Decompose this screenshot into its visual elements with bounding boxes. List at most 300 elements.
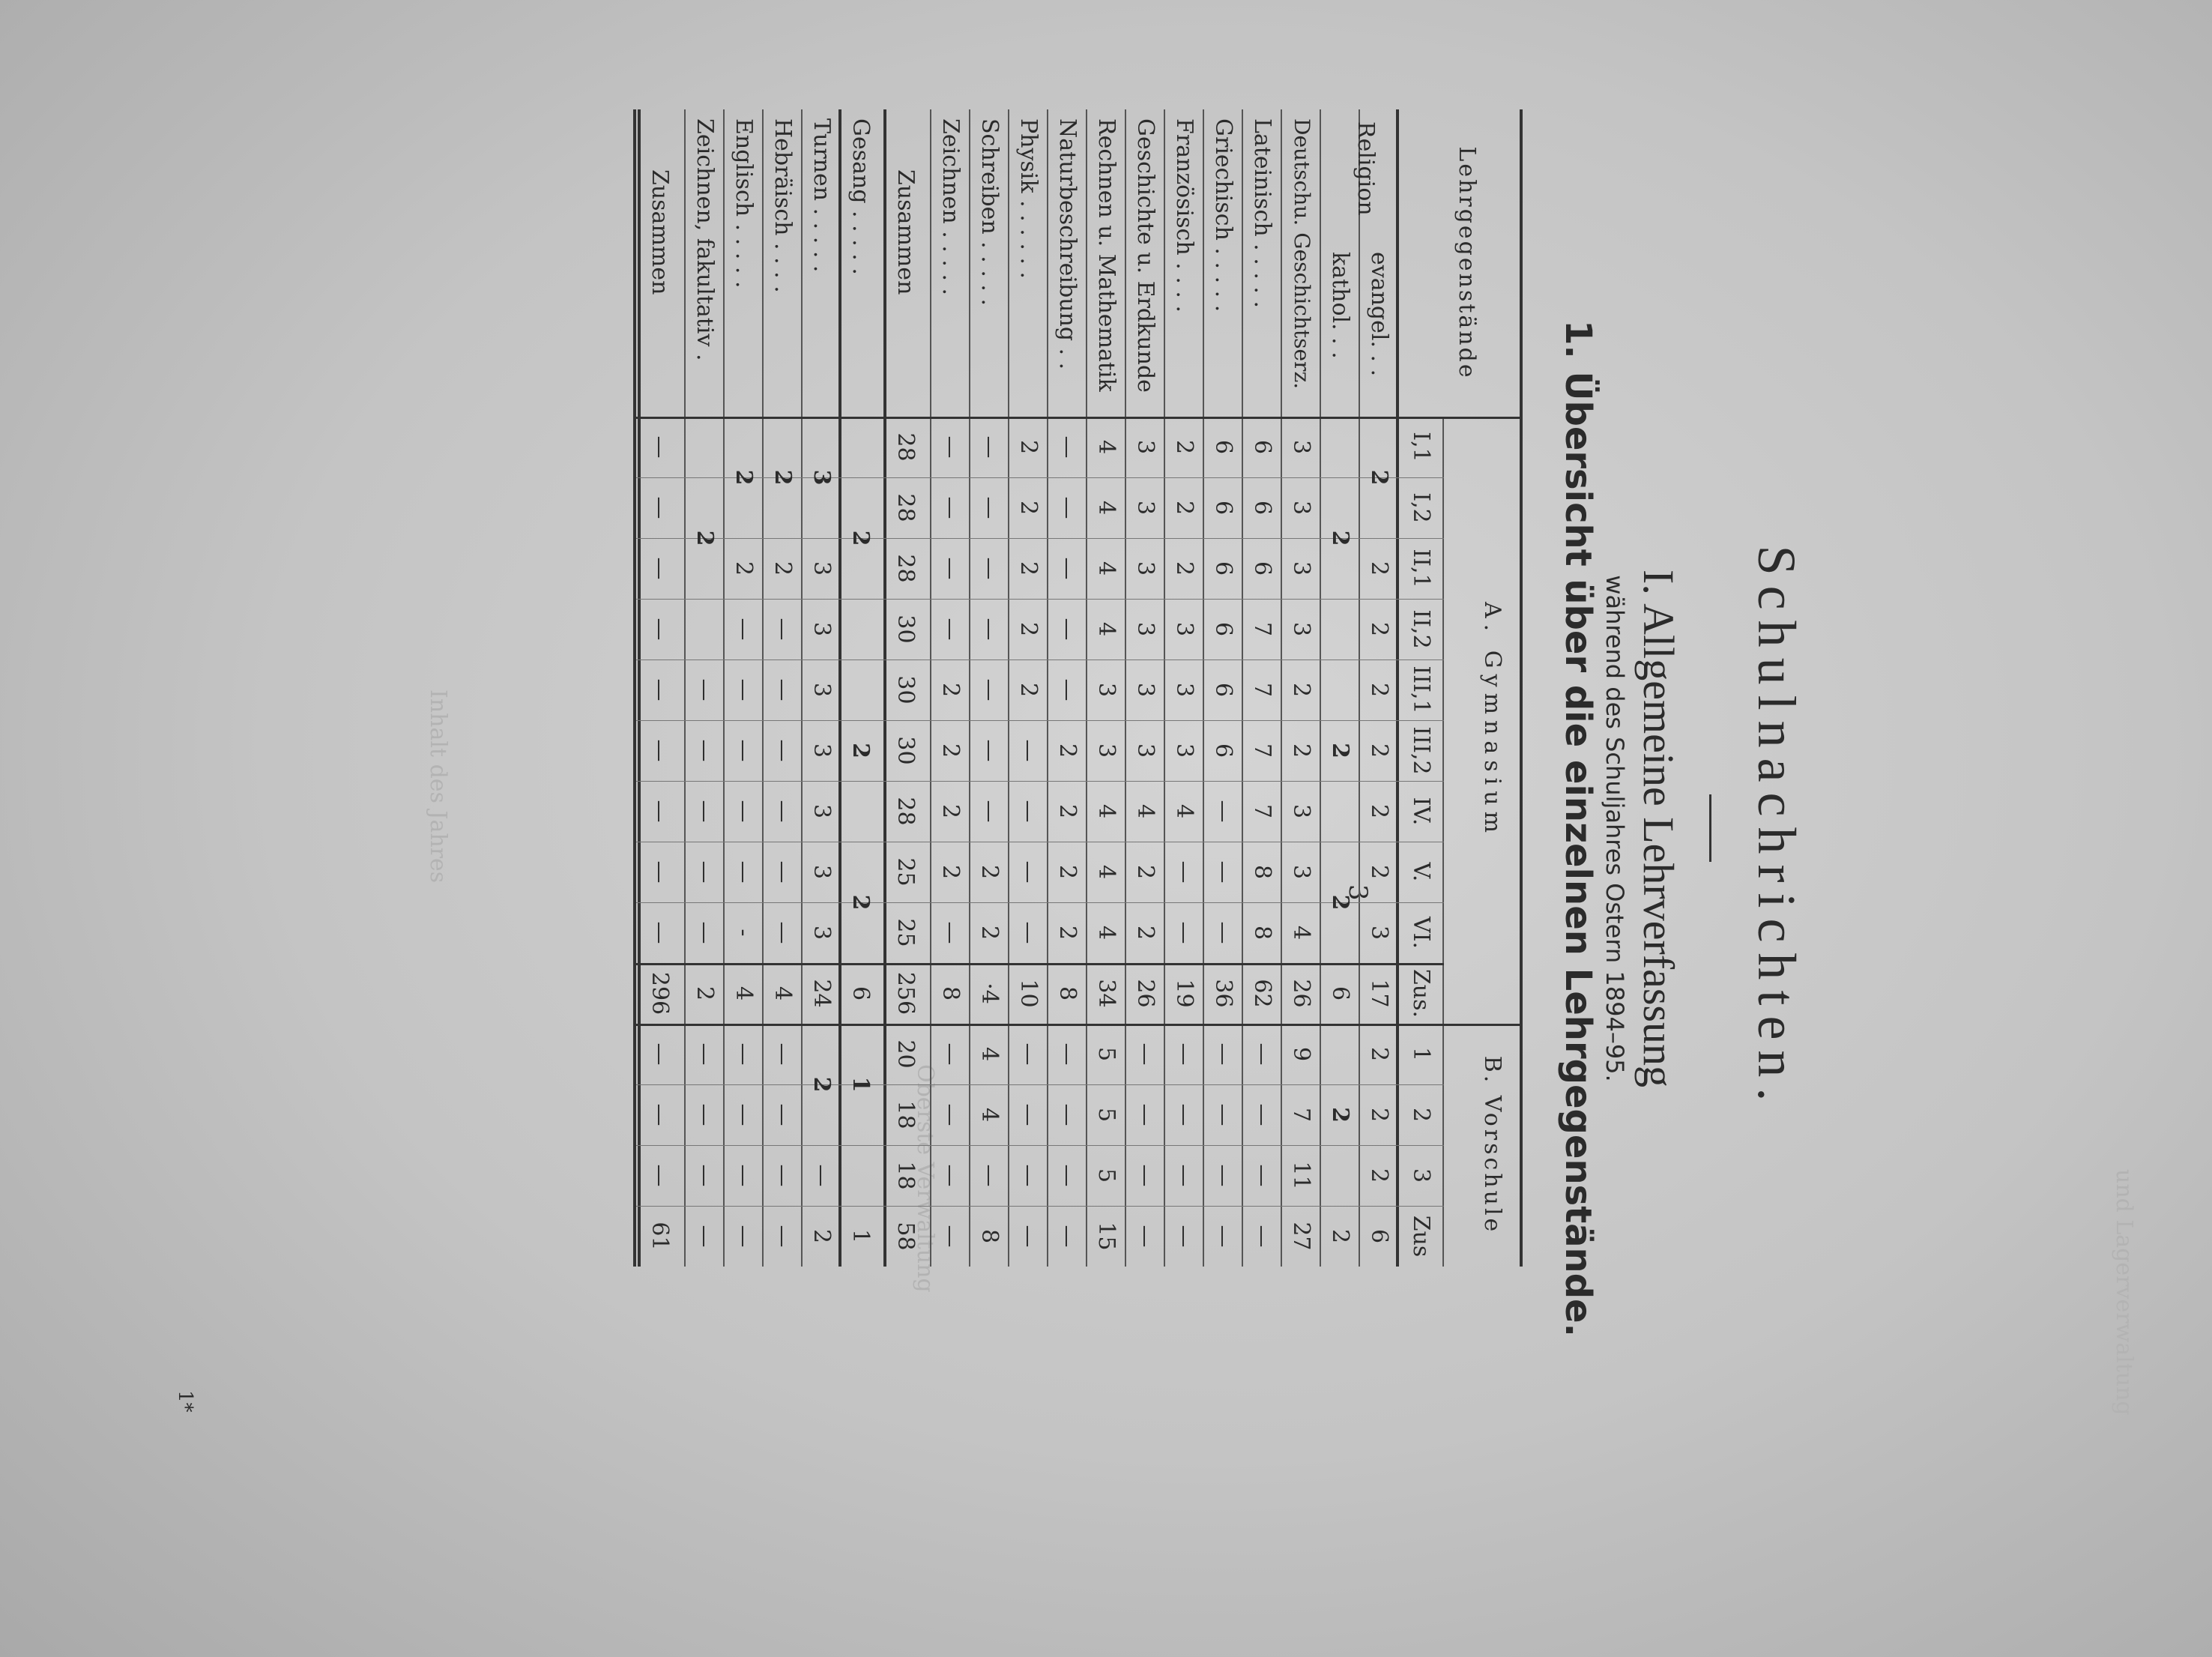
brace-value: 2	[1327, 530, 1353, 546]
table-cell: 2	[1366, 743, 1392, 758]
table-cell: 7	[1288, 1107, 1314, 1123]
table-cell: 4	[1288, 925, 1314, 941]
table-cell: 28	[892, 432, 919, 462]
group-header-gymnasium: A. Gymnasium	[1479, 601, 1505, 839]
table-cell: —	[1171, 921, 1197, 944]
table-cell: —	[809, 1164, 835, 1187]
table-cell: —	[731, 618, 757, 641]
table-cell: 6	[1249, 561, 1275, 576]
table-cell: 4	[731, 986, 757, 1001]
table-cell: —	[770, 860, 796, 884]
column-header: 2	[1408, 1107, 1434, 1123]
table-cell: —	[1054, 1103, 1081, 1126]
table-cell: 6	[1249, 439, 1275, 455]
brace-value: 2	[1327, 1107, 1353, 1123]
bleed-through-text: Inhalt des Jahres	[425, 689, 451, 884]
table-cell: —	[647, 1103, 673, 1126]
table-cell: 15	[1093, 1222, 1119, 1251]
table-cell: 2	[770, 561, 796, 576]
table-cell: 2	[1132, 864, 1158, 880]
row-rule	[638, 109, 641, 1267]
row-rule	[1203, 109, 1204, 1267]
table-cell: 8	[1054, 986, 1081, 1001]
row-rule	[1086, 109, 1087, 1267]
column-header: Zus.	[1408, 968, 1434, 1018]
table-cell: 2	[1366, 682, 1392, 698]
table-cell: 2	[976, 925, 1003, 941]
table-cell: —	[976, 678, 1003, 701]
table-cell: 3	[809, 803, 835, 819]
table-title: 1. Übersicht über die einzelnen Lehrgegenstände.	[1557, 320, 1599, 1337]
table-cell: 6	[847, 986, 874, 1001]
section-subtitle: während des Schuljahres Ostern 1894–95.	[1601, 575, 1629, 1082]
table-cell: 3	[1132, 682, 1158, 698]
table-cell: —	[937, 557, 964, 580]
table-cell: 2	[937, 743, 964, 758]
table-cell: —	[937, 1164, 964, 1187]
table-cell: 3	[1288, 621, 1314, 637]
table-cell: —	[976, 739, 1003, 762]
table-cell: —	[770, 1225, 796, 1248]
table-cell: —	[692, 739, 718, 762]
table-cell: —	[770, 1042, 796, 1066]
row-rule	[930, 109, 931, 1267]
table-cell: 4	[1132, 803, 1158, 819]
subject-label: Französisch . . . .	[1171, 118, 1197, 313]
table-cell: —	[937, 1042, 964, 1066]
table-cell: 30	[892, 675, 919, 704]
column-header: IV.	[1408, 797, 1434, 826]
table-cell: 2	[1288, 682, 1314, 698]
table-bottom-rule	[633, 109, 636, 1267]
subject-label: Geschichte u. Erdkunde	[1132, 118, 1158, 393]
table-cell: 2	[1366, 1168, 1392, 1183]
table-cell: 3	[1366, 925, 1392, 941]
religion-label: Religion	[1353, 121, 1379, 216]
table-cell: —	[770, 921, 796, 944]
table-cell: 2	[1171, 561, 1197, 576]
table-cell: —	[647, 1042, 673, 1066]
table-cell: —	[647, 800, 673, 823]
table-cell: 8	[976, 1228, 1003, 1244]
table-cell: —	[647, 557, 673, 580]
table-cell: 25	[892, 857, 919, 887]
table-cell: 2	[1054, 925, 1081, 941]
table-cell: 2	[937, 682, 964, 698]
table-cell: 1	[847, 1228, 874, 1244]
table-cell: 4	[1093, 925, 1119, 941]
table-cell: —	[1210, 1103, 1236, 1126]
table-cell: —	[1015, 1225, 1042, 1248]
page-number: 3	[1343, 884, 1373, 901]
table-cell: 4	[1171, 803, 1197, 819]
table-cell: 3	[809, 925, 835, 941]
row-rule	[1164, 109, 1165, 1267]
table-cell: 3	[1132, 743, 1158, 758]
table-cell: 256	[892, 971, 919, 1015]
table-cell: 4	[1093, 500, 1119, 516]
table-cell: 3	[1171, 743, 1197, 758]
total-row-label: Zusammen	[647, 169, 673, 295]
subject-label: Englisch . . . . .	[731, 118, 757, 289]
table-cell: —	[770, 800, 796, 823]
table-cell: 26	[1132, 979, 1158, 1008]
table-cell: —	[1249, 1042, 1275, 1066]
table-cell: 10	[1015, 979, 1042, 1008]
column-header: 3	[1408, 1168, 1434, 1183]
table-cell: 9	[1288, 1046, 1314, 1062]
table-cell: 2	[937, 803, 964, 819]
table-cell: —	[770, 1103, 796, 1126]
table-cell: —	[937, 618, 964, 641]
table-cell: 2	[809, 1228, 835, 1244]
column-header: VI.	[1408, 916, 1434, 950]
table-cell: —	[1054, 496, 1081, 519]
table-cell: —	[1171, 1042, 1197, 1066]
table-cell: —	[1054, 1225, 1081, 1248]
table-cell: —	[937, 1103, 964, 1126]
table-cell: 2	[1171, 500, 1197, 516]
column-rule	[636, 599, 1444, 600]
brace-value: 2	[770, 469, 796, 486]
table-cell: —	[976, 800, 1003, 823]
table-cell: 6	[1210, 682, 1236, 698]
table-cell: —	[976, 496, 1003, 519]
table-cell: 2	[1132, 925, 1158, 941]
table-cell: 20	[892, 1039, 919, 1069]
brace-value: 2	[1327, 894, 1353, 911]
column-header: II,2	[1408, 609, 1434, 649]
row-rule	[684, 109, 686, 1267]
table-top-rule	[1520, 109, 1523, 1267]
table-cell: 7	[1249, 743, 1275, 758]
table-cell: —	[976, 618, 1003, 641]
row-rule	[762, 109, 764, 1267]
table-cell: 3	[1171, 682, 1197, 698]
table-cell: 5	[1093, 1046, 1119, 1062]
table-cell: 3	[1093, 682, 1119, 698]
table-cell: —	[1132, 1042, 1158, 1066]
table-cell: 2	[1288, 743, 1314, 758]
column-rule	[636, 902, 1444, 903]
brace-value: 2	[847, 530, 874, 546]
column-header: Zus	[1408, 1215, 1434, 1258]
table-cell: 3	[809, 743, 835, 758]
row-rule	[1047, 109, 1048, 1267]
table-cell: 2	[1015, 621, 1042, 637]
signature-mark: 1*	[174, 1390, 196, 1413]
table-cell: —	[692, 1042, 718, 1066]
table-cell: 36	[1210, 979, 1236, 1008]
subject-label: Zeichnen . . . . .	[937, 118, 964, 296]
table-cell: —	[1054, 678, 1081, 701]
brace-value: 1	[847, 1076, 874, 1093]
table-cell: 6	[1210, 439, 1236, 455]
table-cell: —	[937, 1225, 964, 1248]
table-cell: 3	[1132, 439, 1158, 455]
table-cell: 2	[1366, 561, 1392, 576]
table-cell: 4	[770, 986, 796, 1001]
column-rule	[636, 781, 1444, 782]
table-cell: —	[647, 435, 673, 459]
subject-label: Griechisch . . . . .	[1210, 118, 1236, 313]
table-cell: —	[1132, 1225, 1158, 1248]
table-cell: 2	[1366, 621, 1392, 637]
table-cell: 28	[892, 493, 919, 522]
table-cell: 2	[1054, 803, 1081, 819]
table-cell: —	[692, 678, 718, 701]
table-cell: 2	[1015, 682, 1042, 698]
table-cell: —	[647, 496, 673, 519]
subject-label: Naturbeschreibung . .	[1054, 118, 1081, 370]
table-cell: —	[731, 1225, 757, 1248]
table-cell: —	[647, 739, 673, 762]
subject-label: Physik . . . . . .	[1015, 118, 1042, 280]
column-header: I,1	[1408, 432, 1434, 462]
table-cell: 3	[809, 682, 835, 698]
column-header: III,1	[1408, 665, 1434, 714]
table-cell: —	[1132, 1103, 1158, 1126]
subject-label: Deutschu. Geschichtserz.	[1290, 118, 1314, 390]
table-cell: —	[731, 800, 757, 823]
header-bottom-rule	[1396, 109, 1399, 1267]
table-cell: —	[1054, 618, 1081, 641]
table-cell: 62	[1249, 979, 1275, 1008]
table-cell: —	[731, 1103, 757, 1126]
table-cell: 2	[1015, 561, 1042, 576]
table-cell: —	[1249, 1103, 1275, 1126]
table-cell: —	[1015, 1042, 1042, 1066]
table-cell: 11	[1288, 1161, 1314, 1190]
column-rule	[636, 1084, 1444, 1085]
table-cell: —	[692, 860, 718, 884]
table-cell: —	[731, 860, 757, 884]
table-cell: 6	[1210, 500, 1236, 516]
table-cell: 2	[1366, 1107, 1392, 1123]
table-cell: 28	[892, 554, 919, 583]
subject-label: Rechnen u. Mathematik	[1093, 118, 1119, 392]
table-cell: 4	[1093, 561, 1119, 576]
table-cell: —	[976, 557, 1003, 580]
table-cell: 4	[1093, 803, 1119, 819]
table-cell: 7	[1249, 621, 1275, 637]
table-cell: 61	[647, 1222, 673, 1251]
table-cell: —	[1015, 739, 1042, 762]
brace-value: 2	[1327, 743, 1353, 758]
table-cell: 3	[1132, 621, 1158, 637]
table-cell: —	[937, 921, 964, 944]
table-cell: 3	[1093, 743, 1119, 758]
row-rule	[1359, 109, 1360, 1267]
table-cell: 2	[1054, 743, 1081, 758]
subject-label: Schreiben . . . . .	[976, 118, 1003, 307]
table-cell: 3	[809, 621, 835, 637]
table-cell: —	[1210, 800, 1236, 823]
table-cell: —	[770, 678, 796, 701]
row-rule	[1008, 109, 1009, 1267]
table-cell: ·4	[976, 983, 1003, 1004]
column-rule	[636, 963, 1444, 965]
table-cell: 2	[1054, 864, 1081, 880]
table-cell: 3	[809, 561, 835, 576]
table-cell: —	[1249, 1164, 1275, 1187]
column-header: I,2	[1408, 492, 1434, 523]
table-cell: —	[1015, 1164, 1042, 1187]
table-cell: —	[976, 1164, 1003, 1187]
table-cell: —	[770, 739, 796, 762]
table-cell: —	[647, 1164, 673, 1187]
table-cell: 28	[892, 797, 919, 826]
column-header: V.	[1408, 862, 1434, 882]
table-cell: 26	[1288, 979, 1314, 1008]
table-cell: 2	[1366, 864, 1392, 880]
column-rule	[636, 1206, 1444, 1207]
column-rule	[636, 720, 1444, 721]
table-cell: 2	[937, 864, 964, 880]
table-cell: 3	[1288, 864, 1314, 880]
subject-label: Gesang . . . . .	[847, 118, 874, 275]
section-title: I. Allgemeine Lehrverfassung	[1634, 570, 1683, 1087]
table-cell: —	[1171, 1164, 1197, 1187]
table-cell: 2	[731, 561, 757, 576]
table-cell: —	[1015, 800, 1042, 823]
table-cell: 19	[1171, 979, 1197, 1008]
table-cell: 3	[1288, 500, 1314, 516]
table-cell: 18	[892, 1161, 919, 1190]
table-cell: —	[1210, 1225, 1236, 1248]
table-cell: 8	[937, 986, 964, 1001]
brace-value: 2	[1366, 469, 1392, 486]
table-cell: 6	[1366, 1228, 1392, 1244]
brace-value: 2	[847, 743, 874, 758]
subject-label: Zeichnen, fakultativ .	[692, 118, 718, 361]
total-row-label: Zusammen	[892, 169, 919, 295]
table-cell: —	[1054, 435, 1081, 459]
table-cell: 25	[892, 918, 919, 947]
row-rule	[969, 109, 970, 1267]
table-cell: 2	[1366, 1046, 1392, 1062]
table-cell: —	[770, 618, 796, 641]
table-cell: 2	[692, 986, 718, 1001]
table-cell: 3	[1288, 803, 1314, 819]
table-cell: 6	[1327, 986, 1353, 1001]
brace-value: 2	[731, 469, 757, 486]
table-cell: —	[1054, 557, 1081, 580]
page-title: Schulnachrichten.	[1747, 545, 1807, 1112]
row-rule	[1320, 109, 1321, 1267]
table-cell: 5	[1093, 1107, 1119, 1123]
column-header: III,2	[1408, 726, 1434, 775]
table-cell: 3	[1132, 561, 1158, 576]
table-cell: 5	[1093, 1168, 1119, 1183]
brace-value: 2	[692, 530, 718, 546]
brace-value: 3	[809, 469, 835, 486]
table-cell: —	[731, 1164, 757, 1187]
table-cell: —	[692, 1225, 718, 1248]
table-cell: —	[1249, 1225, 1275, 1248]
row-rule	[801, 109, 803, 1267]
group-header-vorschule: B. Vorschule	[1479, 1055, 1505, 1235]
bleed-through-text: und Lagerverwaltung	[2111, 1169, 2137, 1416]
table-cell: 7	[1249, 682, 1275, 698]
bleed-through-text: Oberste Verwaltung	[912, 1064, 938, 1293]
table-cell: 2	[1327, 1228, 1353, 1244]
table-cell: —	[731, 739, 757, 762]
table-cell: —	[770, 1164, 796, 1187]
table-cell: 6	[1249, 500, 1275, 516]
table-cell: 3	[1288, 561, 1314, 576]
subject-label: Turnen . . . . .	[809, 118, 835, 273]
column-header: 1	[1408, 1046, 1434, 1062]
row-rule	[838, 109, 841, 1267]
table-cell: —	[1210, 1164, 1236, 1187]
table-cell: —	[1054, 1042, 1081, 1066]
table-cell: 4	[976, 1107, 1003, 1123]
row-rule	[723, 109, 725, 1267]
table-cell: —	[1171, 1103, 1197, 1126]
subject-column-header: Lehrgegenstände	[1454, 146, 1480, 380]
table-cell: 58	[892, 1222, 919, 1251]
table-cell: 8	[1249, 925, 1275, 941]
subject-label: kathol. . .	[1327, 252, 1353, 359]
table-cell: 17	[1366, 979, 1392, 1008]
table-cell: —	[647, 921, 673, 944]
column-header: II,1	[1408, 549, 1434, 588]
table-cell: 7	[1249, 803, 1275, 819]
table-cell: 18	[892, 1100, 919, 1129]
table-cell: 3	[1132, 500, 1158, 516]
table-cell: —	[647, 678, 673, 701]
row-rule	[883, 109, 886, 1267]
table-cell: —	[1210, 860, 1236, 884]
table-cell: 30	[892, 736, 919, 765]
table-cell: 6	[1210, 561, 1236, 576]
table-cell: —	[1210, 1042, 1236, 1066]
table-cell: 3	[809, 864, 835, 880]
table-cell: 4	[1093, 621, 1119, 637]
table-cell: 2	[1366, 803, 1392, 819]
subject-label: evangel. . .	[1366, 252, 1392, 377]
row-rule	[1242, 109, 1243, 1267]
table-cell: 296	[647, 971, 673, 1015]
row-rule	[1281, 109, 1282, 1267]
table-cell: —	[692, 921, 718, 944]
column-rule	[636, 538, 1444, 539]
table-cell: —	[1015, 860, 1042, 884]
table-cell: 3	[1288, 439, 1314, 455]
table-cell: 6	[1210, 743, 1236, 758]
table-cell: 3	[1171, 621, 1197, 637]
table-cell: —	[692, 1103, 718, 1126]
table-cell: —	[937, 496, 964, 519]
table-cell: —	[1015, 1103, 1042, 1126]
table-cell: —	[976, 435, 1003, 459]
table-cell: —	[692, 1164, 718, 1187]
table-cell: 2	[1171, 439, 1197, 455]
table-cell: —	[731, 678, 757, 701]
table-cell: 4	[976, 1046, 1003, 1062]
table-cell: 24	[809, 979, 835, 1008]
table-cell: 2	[976, 864, 1003, 880]
row-rule	[1125, 109, 1126, 1267]
table-cell: —	[1171, 1225, 1197, 1248]
table-cell: —	[937, 435, 964, 459]
table-cell: 2	[1015, 439, 1042, 455]
table-cell: —	[1132, 1164, 1158, 1187]
table-cell: 4	[1093, 439, 1119, 455]
table-cell: -	[731, 929, 757, 937]
table-cell: —	[731, 1042, 757, 1066]
